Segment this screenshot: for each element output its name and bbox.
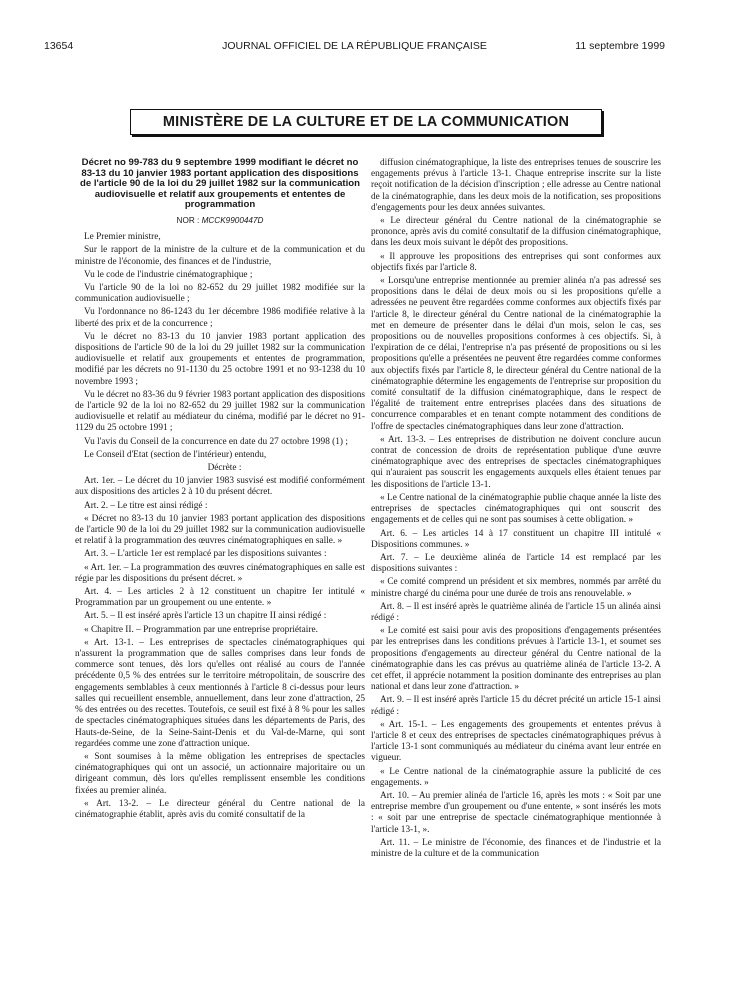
journal-title: JOURNAL OFFICIEL DE LA RÉPUBLIQUE FRANÇAISE [222, 40, 487, 52]
paragraph: « Art. 15-1. – Les engagements des groupements et ententes prévus à l'article 8 et ceux des entreprises de spectacles cinématographiques prévus à l'article 13-1 sont communiqués au médiateur du cinéma avant leur entrée en vigueur. [371, 719, 661, 764]
paragraph: Art. 6. – Les articles 14 à 17 constituent un chapitre III intitulé « Dispositions communes. » [371, 528, 661, 550]
paragraph: « Lorsqu'une entreprise mentionnée au premier alinéa n'a pas adressé ses propositions dans le délai de deux mois ou si les propositions qu'elle a adressées ne peuvent être regardées comme conformes aux objectifs fixés par l'article 8, le directeur général du Centre national de la cinématographie la met en demeure de présenter dans le délai d'un mois, selon le cas, ses propositions ou de nouvelles propositions conformes à ces objectifs. Si, à l'expiration de ce délai, l'entreprise n'a pas présenté de propositions ou si les propositions qu'elle a présentées ne peuvent être regardées comme conformes aux objectifs fixés par l'article 8, le directeur général du Centre national de la cinématographie détermine les engagements de l'entreprise sur proposition du comité consultatif de la diffusion cinématographique, dans le respect de l'égalité de traitement entre entreprises placées dans des situations de concurrence comparables et en tenant compte notamment des conditions de l'offre de spectacles cinématographiques dans leur zone d'attraction. [371, 276, 661, 432]
paragraph: Vu le code de l'industrie cinématographique ; [84, 269, 253, 280]
paragraph: Vu le décret no 83-13 du 10 janvier 1983 portant application des dispositions de l'article 90 de la loi du 29 juillet 1982 sur la communication audiovisuelle et relatif aux groupements et ententes de programmation, modifié par les décrets no 91-1130 du 25 octobre 1991 et no 93-1238 du 10 novembre 1993 ; [75, 331, 365, 387]
paragraph: Art. 5. – Il est inséré après l'article 13 un chapitre II ainsi rédigé : [84, 611, 327, 622]
paragraph: « Sont soumises à la même obligation les entreprises de spectacles cinématographiques qui ont un associé, un actionnaire majoritaire ou un dirigeant commun, dès lors qu'elles remplissent ensemble les conditions fixées au premier alinéa. [75, 751, 365, 796]
paragraph: Vu l'article 90 de la loi no 82-652 du 29 juillet 1982 modifiée sur la communication audiovisuelle ; [75, 282, 365, 305]
paragraph: « Le directeur général du Centre national de la cinématographie se prononce, après avis du comité consultatif de la diffusion cinématographique, dans les deux mois suivant le dépôt des propositions. [371, 216, 661, 249]
paragraph: « Il approuve les propositions des entreprises qui sont conformes aux objectifs fixés par l'article 8. [371, 251, 661, 273]
nor-code: MCCK9900447D [201, 215, 264, 225]
paragraph: « Ce comité comprend un président et six membres, nommés par arrêté du ministre chargé du cinéma pour une durée de trois ans renouvelable. » [371, 577, 661, 599]
journal-header [44, 40, 665, 58]
paragraph: Le Conseil d'Etat (section de l'intérieur) entendu, [84, 449, 267, 460]
right-column [371, 158, 661, 862]
paragraph: « Le Centre national de la cinématographie assure la publicité de ces engagements. » [371, 766, 661, 788]
ministry-banner: MINISTÈRE DE LA CULTURE ET DE LA COMMUNICATION [130, 109, 602, 135]
left-paragraphs [75, 232, 365, 821]
left-column [75, 158, 365, 823]
decree-title: Décret no 99-783 du 9 septembre 1999 modifiant le décret no 83-13 du 10 janvier 1983 portant application des dispositions de l'article 90 de la loi du 29 juillet 1982 sur la communication audiovisuelle et relatif aux groupements et ententes de programmation [79, 157, 361, 211]
paragraph: Art. 10. – Au premier alinéa de l'article 16, après les mots : « Soit par une entreprise membre d'un groupement ou d'une entente, » sont insérés les mots : « soit par une entreprise de spectacle cinématographique mentionnée à l'article 13-1, ». [371, 790, 661, 835]
paragraph: « Le Centre national de la cinématographie publie chaque année la liste des entreprises de spectacles cinématographiques qui ont souscrit des engagements et de celles qui ne sont pas soumises à cette obligation. » [371, 492, 661, 526]
paragraph: Le Premier ministre, [84, 232, 161, 243]
paragraph: Art. 7. – Le deuxième alinéa de l'article 14 est remplacé par les dispositions suivantes : [371, 552, 661, 575]
paragraph: Vu le décret no 83-36 du 9 février 1983 portant application des dispositions de l'article 92 de la loi no 82-652 du 29 juillet 1982 sur la communication audiovisuelle et relatif au médiateur du cinéma, modifié par le décret no 91-1129 du 25 octobre 1991 ; [75, 389, 365, 434]
paragraph: Vu l'avis du Conseil de la concurrence en date du 27 octobre 1998 (1) ; [84, 436, 348, 447]
paragraph: Art. 8. – Il est inséré après le quatrième alinéa de l'article 15 un alinéa ainsi rédigé : [371, 601, 661, 623]
nor-reference [75, 215, 365, 226]
paragraph: Art. 11. – Le ministre de l'économie, des finances et de l'industrie et la ministre de la culture et de la communication [371, 837, 661, 859]
paragraph: Art. 1er. – Le décret du 10 janvier 1983 susvisé est modifié conformément aux dispositions des articles 2 à 10 du présent décret. [75, 476, 365, 498]
publication-date: 11 septembre 1999 [575, 40, 665, 52]
nor-label: NOR : [176, 215, 200, 225]
paragraph: diffusion cinématographique, la liste des entreprises tenues de souscrire les engagements prévus à l'article 13-1. Chaque entreprise inscrite sur la liste reçoit notification de la décision d'inscription ; elle adresse au Centre national de la cinématographie, dans les deux mois de la notification, ses propositions d'engagements pour les deux années suivantes. [371, 158, 661, 213]
paragraph: « Art. 1er. – La programmation des œuvres cinématographiques en salle est régie par les dispositions du présent décret. » [75, 562, 365, 584]
paragraph: « Art. 13-1. – Les entreprises de spectacles cinématographiques qui n'assurent la programmation que de salles comprises dans leur fonds de commerce sont tenues, dès lors qu'elles ont réalisé au cours de l'année précédente 0,5 % des entrées sur le territoire métropolitain, de souscrire des engagements semblables à ceux mentionnés à l'article 8 ci-dessus pour leurs salles qui recueillent ensemble, annuellement, dans leur zone d'attraction, 25 % des entrées ou des recettes. Toutefois, ce seuil est fixé à 8 % pour les salles de spectacles cinématographiques situées dans les départements de Paris, des Hauts-de-Seine, de la Seine-Saint-Denis et du Val-de-Marne, qui sont regardées comme une zone d'attraction unique. [75, 637, 365, 749]
paragraph: Art. 2. – Le titre est ainsi rédigé : [84, 500, 208, 511]
paragraph: Art. 3. – L'article 1er est remplacé par les dispositions suivantes : [84, 549, 327, 560]
paragraph: Décrète : [207, 463, 242, 474]
paragraph: « Décret no 83-13 du 10 janvier 1983 portant application des dispositions de l'article 90 de la loi du 29 juillet 1982 sur la communication audiovisuelle et relatif à la programmation des œuvres cinématographiques en salle. » [75, 513, 365, 547]
paragraph: Vu l'ordonnance no 86-1243 du 1er décembre 1986 modifiée relative à la liberté des prix et de la concurrence ; [75, 307, 365, 329]
paragraph: Sur le rapport de la ministre de la culture et de la communication et du ministre de l'économie, des finances et de l'industrie, [75, 245, 365, 267]
paragraph: Art. 4. – Les articles 2 à 12 constituent un chapitre Ier intitulé « Programmation par un groupement ou une entente. » [75, 587, 365, 609]
paragraph: « Art. 13-3. – Les entreprises de distribution ne doivent conclure aucun contrat de concession de droits de représentation publique d'une œuvre cinématographique avec des entreprises de spectacles cinématographiques qui n'auraient pas souscrit les engagements auxquels elles étaient tenues par les dispositions de l'article 13-1. [371, 434, 661, 490]
paragraph: « Le comité est saisi pour avis des propositions d'engagements présentées par les entreprises dans les conditions prévues à l'article 13-1, et soumet ses propositions d'engagements au directeur général du Centre national de la cinématographie dans les cas prévus au quatrième alinéa de l'article 13-2. A cet effet, il apprécie notamment la position dominante des entreprises au plan national et dans leur zone d'attraction. » [371, 626, 661, 693]
paragraph: « Chapitre II. – Programmation par une entreprise propriétaire. [84, 624, 318, 635]
paragraph: « Art. 13-2. – Le directeur général du Centre national de la cinématographie établit, après avis du comité consultatif de la [75, 798, 365, 820]
paragraph: Art. 9. – Il est inséré après l'article 15 du décret précité un article 15-1 ainsi rédigé : [371, 695, 661, 717]
right-paragraphs [371, 158, 661, 860]
page-number: 13654 [44, 40, 74, 52]
